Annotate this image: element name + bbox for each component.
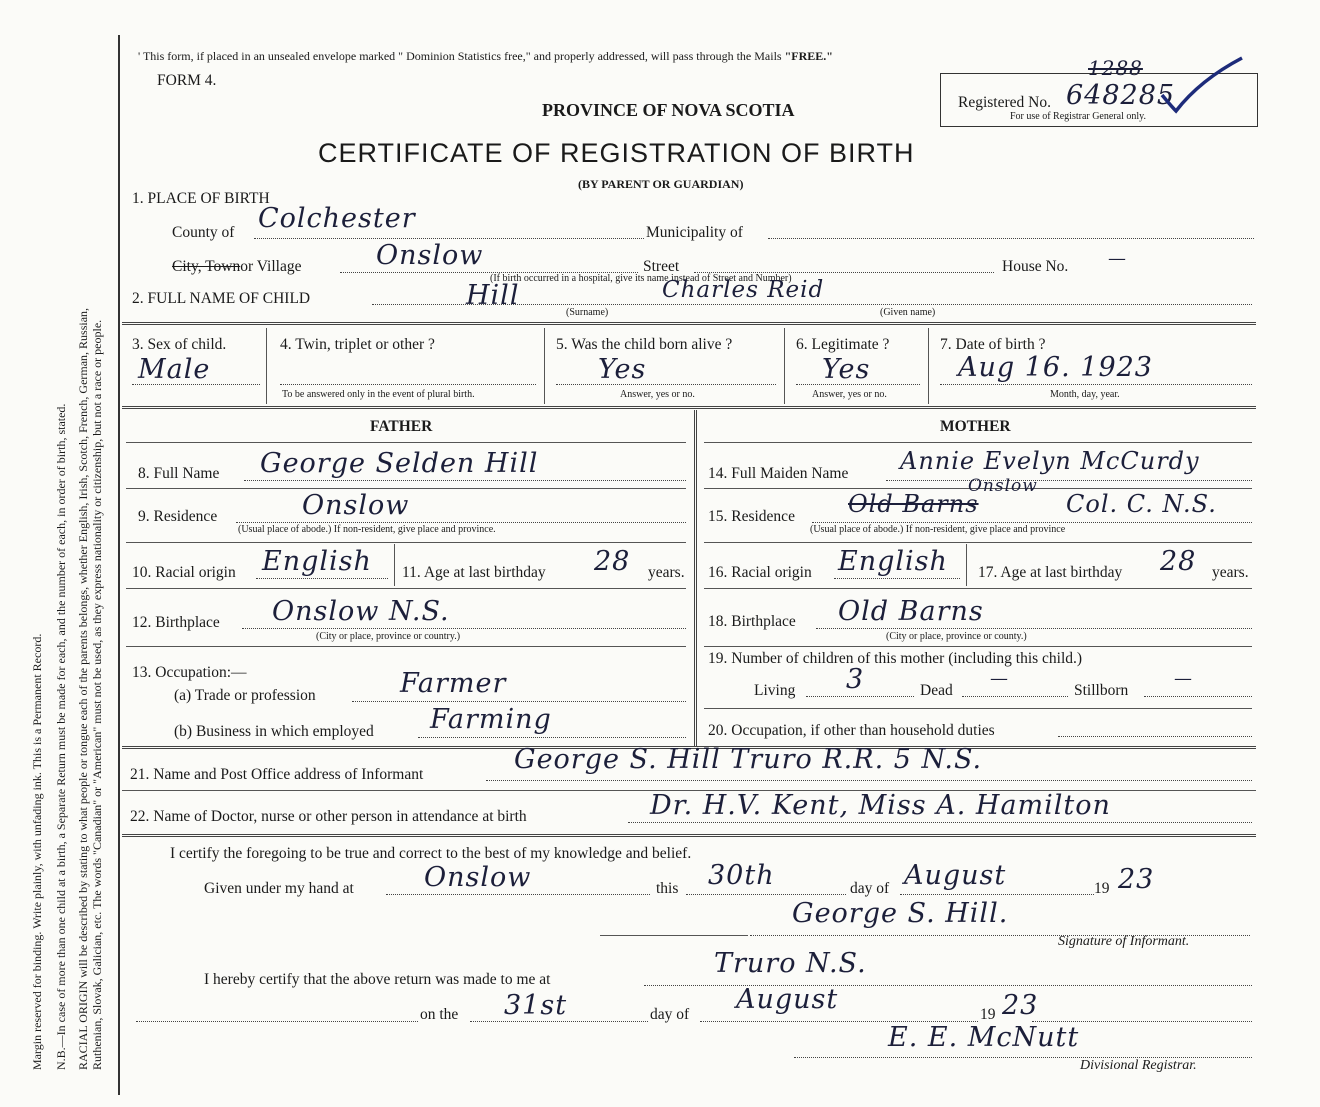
mother-birthplace-value: Old Barns xyxy=(838,596,984,627)
alive-label: 5. Was the child born alive ? xyxy=(556,336,733,353)
sex-value: Male xyxy=(138,354,211,385)
father-age-label: 11. Age at last birthday xyxy=(402,564,546,581)
living-value: 3 xyxy=(846,664,865,695)
informant-value: George S. Hill Truro R.R. 5 N.S. xyxy=(514,744,983,775)
year-value: 23 xyxy=(1118,864,1155,895)
divider xyxy=(704,542,1252,543)
municipality-line xyxy=(768,238,1254,239)
mother-residence-struck: Old Barns xyxy=(848,490,979,518)
mother-occupation-line xyxy=(1058,736,1252,737)
reg-month: August xyxy=(736,984,839,1015)
mother-racial-value: English xyxy=(838,546,948,577)
mother-occupation-label: 20. Occupation, if other than household duties xyxy=(708,722,995,739)
divider xyxy=(704,442,1252,443)
twin-line xyxy=(280,384,536,385)
dob-label: 7. Date of birth ? xyxy=(940,336,1046,353)
hospital-note: (If birth occurred in a hospital, give its name instead of Street and Number) xyxy=(490,273,792,284)
father-birthplace-value: Onslow N.S. xyxy=(272,596,450,627)
village-label: City, Townor Village xyxy=(172,258,302,275)
month-line xyxy=(900,894,1094,895)
dead-value: — xyxy=(990,668,1009,689)
father-name-line xyxy=(244,480,686,481)
divider xyxy=(126,488,686,489)
legitimate-label: 6. Legitimate ? xyxy=(796,336,890,353)
alive-value: Yes xyxy=(598,354,647,385)
mother-racial-line xyxy=(834,578,960,579)
father-trade-label: (a) Trade or profession xyxy=(174,687,316,704)
signature-stub-line xyxy=(600,935,748,936)
divider xyxy=(394,544,395,586)
mother-residence-value: Col. C. N.S. xyxy=(1066,490,1217,518)
place-of-birth-heading: 1. PLACE OF BIRTH xyxy=(132,190,270,207)
certify-text: I certify the foregoing to be true and correct to the best of my knowledge and belief. xyxy=(170,845,692,862)
divider xyxy=(126,542,686,543)
father-name-value: George Selden Hill xyxy=(260,448,539,479)
dob-value: Aug 16. 1923 xyxy=(958,352,1153,383)
mother-birthplace-line xyxy=(816,628,1252,629)
doctor-label: 22. Name of Doctor, nurse or other person in attendance at birth xyxy=(130,808,527,825)
street-label: Street xyxy=(643,258,680,275)
father-age-value: 28 xyxy=(594,546,631,577)
sex-label: 3. Sex of child. xyxy=(132,336,227,353)
alive-line xyxy=(556,384,776,385)
reg-day: 31st xyxy=(504,990,568,1021)
this-label: this xyxy=(656,880,679,897)
father-heading: FATHER xyxy=(370,418,433,435)
father-business-value: Farming xyxy=(430,704,552,735)
mother-name-label: 14. Full Maiden Name xyxy=(708,465,849,482)
legitimate-line xyxy=(796,384,920,385)
father-abode-note: (Usual place of abode.) If non-resident, give place and province. xyxy=(238,524,496,535)
father-business-label: (b) Business in which employed xyxy=(174,723,374,740)
father-birthplace-label: 12. Birthplace xyxy=(132,614,220,631)
page-title: CERTIFICATE OF REGISTRATION OF BIRTH xyxy=(318,138,915,168)
margin-note-3: RACIAL ORIGIN will be described by stating to what people or tongue each of the parents belongs, whether English, Irish, Scotch, French, German, Russian, xyxy=(76,307,90,1070)
given-caption: (Given name) xyxy=(880,307,936,318)
village-value: Onslow xyxy=(376,240,484,271)
house-label: House No. xyxy=(1002,258,1069,275)
divider xyxy=(126,588,686,589)
mother-age-value: 28 xyxy=(1160,546,1197,577)
informant-label: 21. Name and Post Office address of Informant xyxy=(130,766,424,783)
mother-residence-insert: Onslow xyxy=(968,476,1038,496)
mother-birthplace-label: 18. Birthplace xyxy=(708,613,796,630)
dayof-label: day of xyxy=(850,880,890,897)
divider xyxy=(122,322,1256,325)
father-racial-label: 10. Racial origin xyxy=(132,564,236,581)
divider xyxy=(544,328,545,404)
father-name-label: 8. Full Name xyxy=(138,465,220,482)
divider xyxy=(704,708,1252,709)
registrar-caption: Divisional Registrar. xyxy=(1080,1058,1197,1073)
doctor-line xyxy=(628,822,1252,823)
dob-caption: Month, day, year. xyxy=(1050,389,1120,400)
father-trade-value: Farmer xyxy=(400,668,507,699)
father-residence-label: 9. Residence xyxy=(138,508,218,525)
child-given-name: Charles Reid xyxy=(662,277,825,303)
living-line xyxy=(806,696,914,697)
given-place: Onslow xyxy=(424,862,532,893)
parents-divider xyxy=(694,410,697,746)
father-residence-line xyxy=(236,522,686,523)
registered-number: 648285 xyxy=(1066,80,1176,111)
mother-age-label: 17. Age at last birthday xyxy=(978,564,1123,581)
this-value: 30th xyxy=(708,860,775,891)
mother-residence-line xyxy=(812,522,1252,523)
county-value: Colchester xyxy=(258,203,416,234)
father-business-line xyxy=(418,737,686,738)
province-heading: PROVINCE OF NOVA SCOTIA xyxy=(542,100,795,120)
signature-caption: Signature of Informant. xyxy=(1058,934,1190,949)
on-the-label: on the xyxy=(420,1006,459,1023)
father-trade-line xyxy=(352,701,686,702)
twin-note: To be answered only in the event of plural birth. xyxy=(282,389,475,400)
mother-abode-note: (Usual place of abode.) If non-resident, give place and province xyxy=(810,524,1066,535)
reg-year: 23 xyxy=(1002,990,1039,1021)
registrar-text: I hereby certify that the above return was made to me at xyxy=(204,971,551,988)
reg-year-prefix: 19 xyxy=(980,1006,996,1023)
father-years: years. xyxy=(648,564,685,581)
father-birthplace-line xyxy=(242,628,686,629)
divider xyxy=(704,588,1252,589)
given-label: Given under my hand at xyxy=(204,880,354,897)
margin-note-2: N.B.—In case of more than one child at a birth, a Separate Return must be made for each, and the number of each, in order of birth, stated. xyxy=(54,403,68,1070)
registrar-place: Truro N.S. xyxy=(714,948,867,979)
surname-caption: (Surname) xyxy=(566,307,609,318)
mother-name-line xyxy=(886,480,1252,481)
mother-residence-label: 15. Residence xyxy=(708,508,795,525)
postal-note: ' This form, if placed in an unsealed envelope marked " Dominion Statistics free," and properly addressed, will pass through the Mails "FREE." xyxy=(138,49,833,63)
dead-line xyxy=(962,696,1068,697)
father-racial-line xyxy=(256,578,388,579)
registered-struck: 1288 xyxy=(1088,56,1143,80)
stillborn-value: — xyxy=(1174,668,1193,689)
dead-label: Dead xyxy=(920,682,953,699)
sex-line xyxy=(132,384,260,385)
stillborn-label: Stillborn xyxy=(1074,682,1129,699)
county-line xyxy=(254,238,644,239)
informant-signature: George S. Hill. xyxy=(792,898,1009,929)
margin-note-4: Ruthenian, Slovak, Galician, etc. The words "Canadian" or "American" must not be used, as they express nationality or citizenship, but not a race or people. xyxy=(90,319,104,1070)
children-label: 19. Number of children of this mother (including this child.) xyxy=(708,650,1083,667)
father-residence-value: Onslow xyxy=(302,490,410,521)
divider xyxy=(966,544,967,586)
divider xyxy=(928,328,929,404)
divider xyxy=(122,406,1256,409)
alive-caption: Answer, yes or no. xyxy=(620,389,695,400)
divider xyxy=(126,442,686,443)
house-value: — xyxy=(1108,248,1127,269)
margin-note-1: Margin reserved for binding. Write plainly, with unfading ink. This is a Permanent Record. xyxy=(30,633,44,1070)
this-line xyxy=(686,894,846,895)
dob-line xyxy=(940,384,1252,385)
legitimate-caption: Answer, yes or no. xyxy=(812,389,887,400)
on-the-lead-line xyxy=(136,1021,418,1022)
living-label: Living xyxy=(754,682,796,699)
divider xyxy=(704,646,1252,647)
informant-line xyxy=(486,780,1252,781)
mother-racial-label: 16. Racial origin xyxy=(708,564,812,581)
binding-margin-line xyxy=(118,35,120,1095)
page-subtitle: (BY PARENT OR GUARDIAN) xyxy=(578,177,744,191)
mother-years: years. xyxy=(1212,564,1249,581)
reg-day-line xyxy=(470,1021,648,1022)
registered-label: Registered No. xyxy=(958,94,1051,111)
check-mark xyxy=(1160,55,1245,115)
mother-name-value: Annie Evelyn McCurdy xyxy=(900,447,1200,475)
divider xyxy=(126,646,686,647)
divider xyxy=(122,834,1256,837)
child-surname: Hill xyxy=(466,280,520,311)
mother-birthplace-caption: (City or place, province or county.) xyxy=(886,631,1027,642)
father-occupation-label: 13. Occupation:— xyxy=(132,664,247,681)
form-number: FORM 4. xyxy=(157,72,217,89)
divider xyxy=(266,328,267,404)
county-label: County of xyxy=(172,224,235,241)
father-racial-value: English xyxy=(262,546,372,577)
twin-label: 4. Twin, triplet or other ? xyxy=(280,336,435,353)
month-value: August xyxy=(904,860,1007,891)
legitimate-value: Yes xyxy=(822,354,871,385)
municipality-label: Municipality of xyxy=(646,224,743,241)
reg-dayof-label: day of xyxy=(650,1006,690,1023)
registrar-note: For use of Registrar General only. xyxy=(1010,111,1146,122)
year-prefix: 19 xyxy=(1094,880,1110,897)
mother-heading: MOTHER xyxy=(940,418,1011,435)
registrar-signature: E. E. McNutt xyxy=(888,1022,1080,1053)
doctor-value: Dr. H.V. Kent, Miss A. Hamilton xyxy=(650,790,1111,821)
father-birthplace-caption: (City or place, province or country.) xyxy=(316,631,461,642)
divider xyxy=(784,328,785,404)
stillborn-line xyxy=(1144,696,1252,697)
child-name-label: 2. FULL NAME OF CHILD xyxy=(132,290,311,307)
given-place-line xyxy=(386,894,650,895)
